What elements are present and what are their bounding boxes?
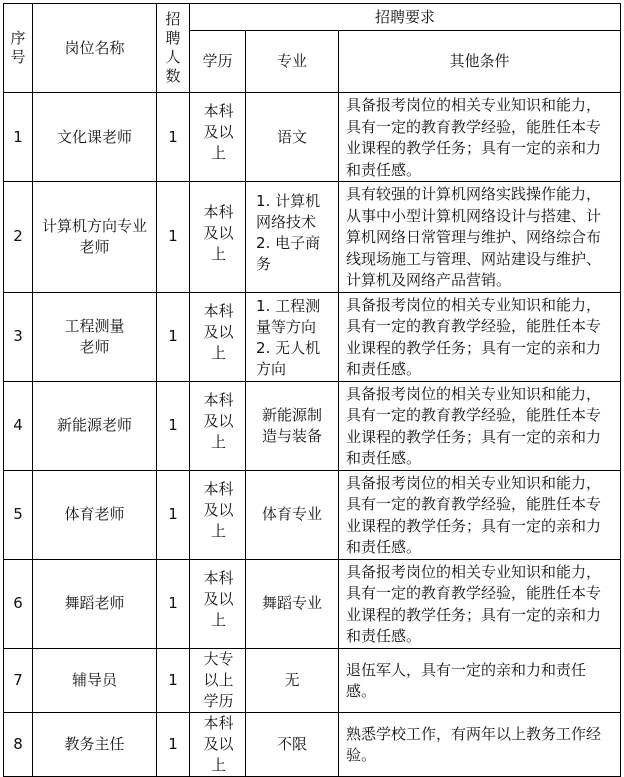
row-other: 具备报考岗位的相关专业知识和能力，具有一定的教育教学经验，能胜任本专业课程的教学任务；具有一定的亲和力和责任感。 [339,381,621,470]
row-other: 熟悉学校工作，有两年以上教务工作经验。 [339,712,621,776]
row-other: 具备报考岗位的相关专业知识和能力，具有一定的教育教学经验，能胜任本专业课程的教学任务；具有一定的亲和力和责任感。 [339,292,621,381]
table-row [4,470,621,559]
row-other: 具有较强的计算机网络实践操作能力，从事中小型计算机网络设计与搭建、计算机网络日常管理与维护、网络综合布线现场施工与管理、网站建设与维护、计算机及网络产品营销。 [339,182,621,293]
header-major: 专业 [246,31,339,93]
header-requirements: 招聘要求 [190,4,621,31]
row-position: 教务主任 [33,712,157,776]
row-other: 具备报考岗位的相关专业知识和能力，具有一定的教育教学经验，能胜任本专业课程的教学任务；具有一定的亲和力和责任感。 [339,559,621,648]
row-major: 舞蹈专业 [246,559,339,648]
row-education: 本科及以上 [190,470,246,559]
row-count: 1 [157,381,190,470]
table-row [4,292,621,381]
row-seq: 7 [4,648,33,712]
header-seq: 序号 [4,4,33,93]
header-education: 学历 [190,31,246,93]
row-seq: 3 [4,292,33,381]
table-row [4,559,621,648]
row-position: 新能源老师 [33,381,157,470]
row-seq: 6 [4,559,33,648]
row-seq: 5 [4,470,33,559]
row-position: 文化课老师 [33,93,157,182]
row-count: 1 [157,182,190,293]
table-row [4,93,621,182]
row-count: 1 [157,648,190,712]
row-seq: 2 [4,182,33,293]
row-count: 1 [157,559,190,648]
table-row [4,182,621,293]
row-seq: 8 [4,712,33,776]
table-row [4,381,621,470]
row-position: 舞蹈老师 [33,559,157,648]
row-education: 本科及以上 [190,712,246,776]
row-other: 具备报考岗位的相关专业知识和能力，具有一定的教育教学经验，能胜任本专业课程的教学任务；具有一定的亲和力和责任感。 [339,93,621,182]
row-education: 大专以上学历 [190,648,246,712]
row-major: 无 [246,648,339,712]
row-count: 1 [157,292,190,381]
row-count: 1 [157,470,190,559]
row-count: 1 [157,93,190,182]
row-major: 不限 [246,712,339,776]
header-count: 招聘人数 [157,4,190,93]
row-seq: 4 [4,381,33,470]
header-position: 岗位名称 [33,4,157,93]
row-seq: 1 [4,93,33,182]
row-other: 具备报考岗位的相关专业知识和能力，具有一定的教育教学经验，能胜任本专业课程的教学任务；具有一定的亲和力和责任感。 [339,470,621,559]
recruitment-table [3,3,621,777]
row-count: 1 [157,712,190,776]
row-education: 本科及以上 [190,93,246,182]
row-major: 1. 工程测量等方向 2. 无人机方向 [246,292,339,381]
row-education: 本科及以上 [190,182,246,293]
row-major: 新能源制造与装备 [246,381,339,470]
table-row [4,648,621,712]
row-position: 工程测量老师 [33,292,157,381]
row-other: 退伍军人，具有一定的亲和力和责任感。 [339,648,621,712]
row-education: 本科及以上 [190,292,246,381]
row-education: 本科及以上 [190,559,246,648]
row-major: 1. 计算机网络技术 2. 电子商务 [246,182,339,293]
row-position: 计算机方向专业老师 [33,182,157,293]
table-row [4,712,621,776]
row-position: 体育老师 [33,470,157,559]
row-education: 本科及以上 [190,381,246,470]
row-major: 语文 [246,93,339,182]
row-position: 辅导员 [33,648,157,712]
header-other: 其他条件 [339,31,621,93]
row-major: 体育专业 [246,470,339,559]
